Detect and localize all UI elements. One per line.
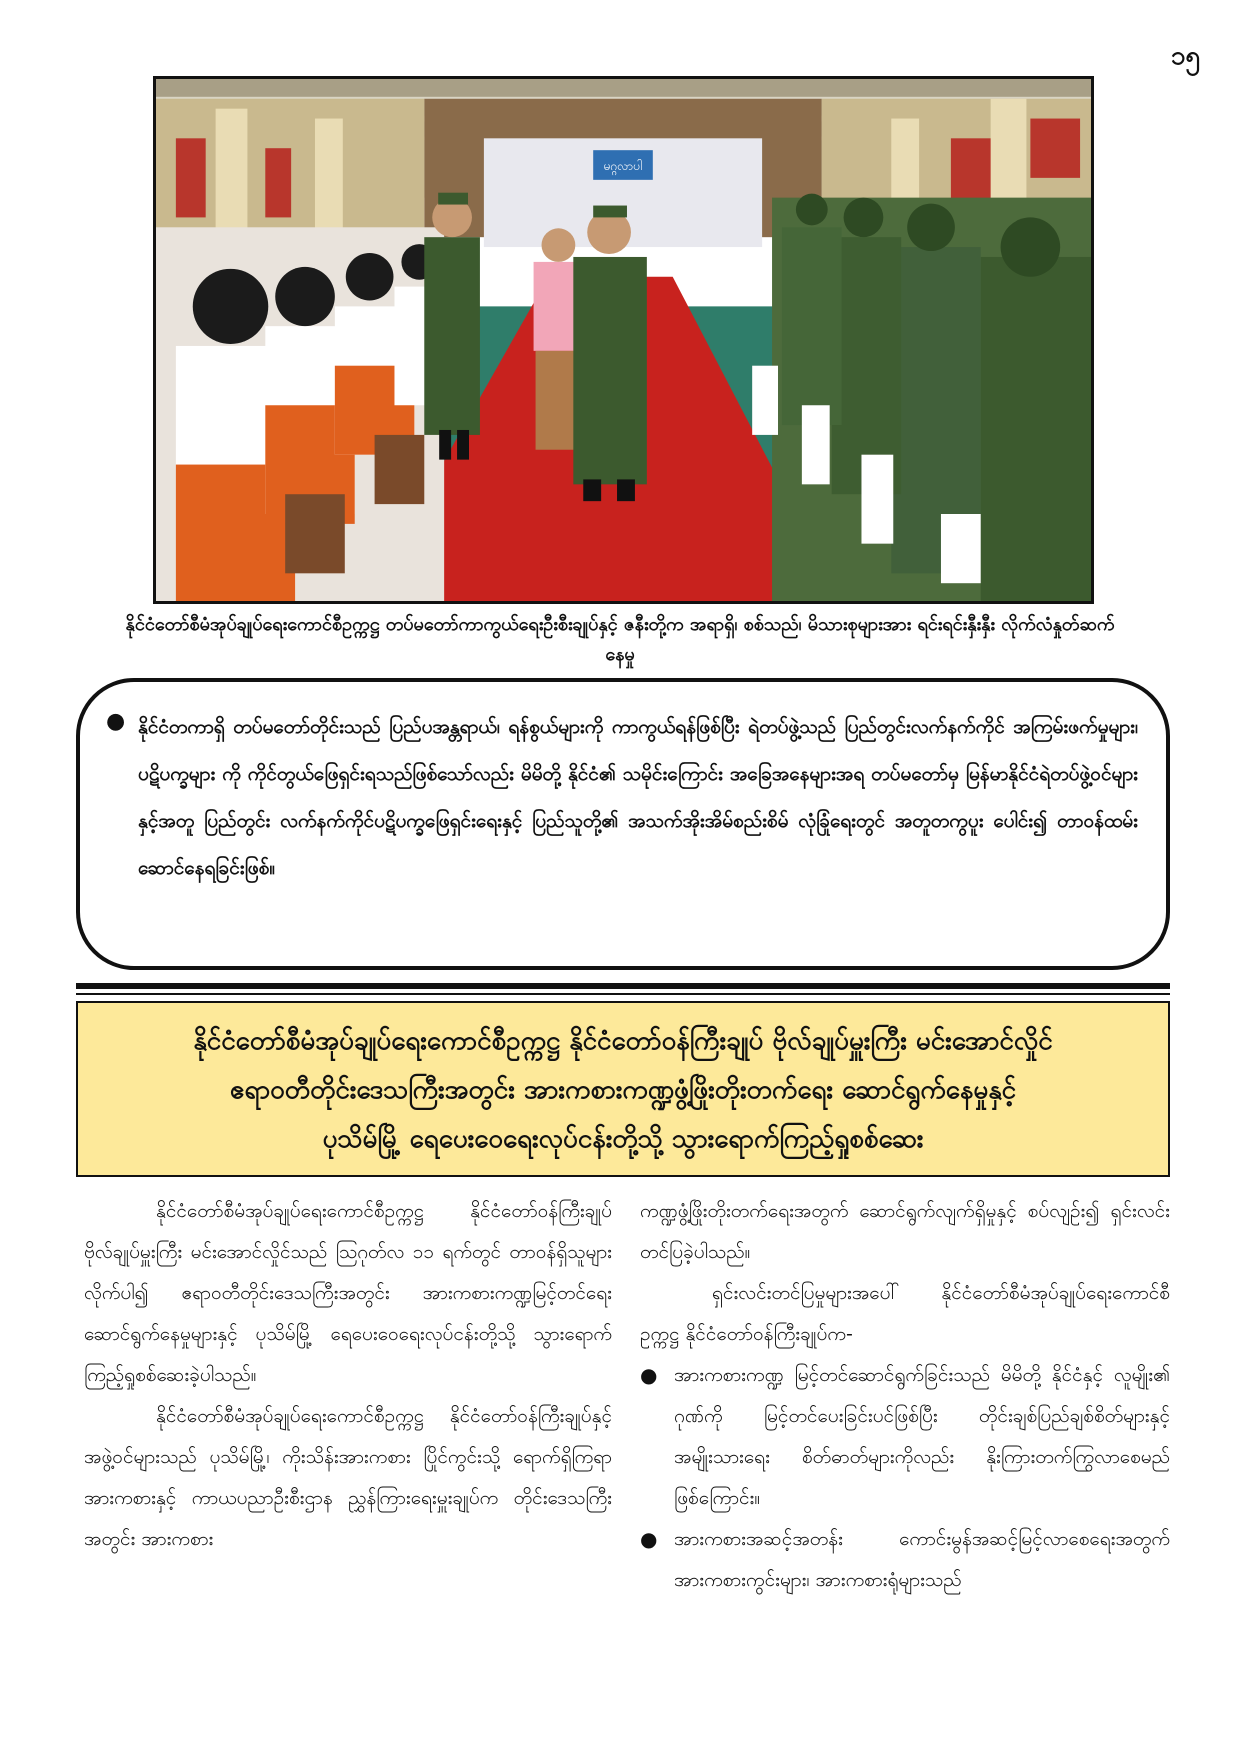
women-attendees [156,227,454,601]
right-paragraph-2: ရှင်းလင်းတင်ပြမှုများအပေါ် နိုင်ငံတော်စီမံအုပ်ချုပ်ရေးကောင်စီဥက္ကဋ္ဌ နိုင်ငံတော်ဝန်ကြီးချုပ်က- [640,1282,1170,1345]
note-text: နိုင်ငံတကာရှိ တပ်မတော်တိုင်းသည် ပြည်ပအန္တရာယ်၊ ရန်စွယ်များကို ကာကွယ်ရန်ဖြစ်ပြီး ရဲတပ်ဖွဲ့သည် ပြည်တွင်းလက်နက်ကိုင် အကြမ်းဖက်မှုများ၊ ပဋိပက္ခများ ကို ကိုင်တွယ်ဖြေရှင်းရသည်ဖြစ်သော်လည်း မိမိတို့ နိုင်ငံ၏ သမိုင်းကြောင်း အခြေအနေများအရ တပ်မတော်မှ မြန်မာနိုင်ငံရဲတပ်ဖွဲ့ဝင်များနှင့်အတူ ပြည်တွင်း လက်နက်ကိုင်ပဋိပက္ခဖြေရှင်းရေးနှင့် ပြည်သူတို့၏ အသက်အိုးအိမ်စည်းစိမ် လုံခြုံရေးတွင် အတူတကွပူး ပေါင်း၍ တာဝန်ထမ်းဆောင်နေရခြင်းဖြစ်။ [138,716,1138,879]
left-column [84,1191,612,1560]
event-photo [153,76,1094,604]
right-bullet-1-text: အားကစားကဏ္ဍ မြင့်တင်ဆောင်ရွက်ခြင်းသည် မိမိတို့ နိုင်ငံနှင့် လူမျိုး၏ ဂုဏ်ကို မြင့်တင်ပေးခြင်းပင်ဖြစ်ပြီး တိုင်းချစ်ပြည်ချစ်စိတ်များနှင့် အမျိုးသားရေး စိတ်ဓာတ်များကိုလည်း နိုးကြားတက်ကြွလာစေမည်ဖြစ်ကြောင်း။ [674,1364,1170,1509]
left-paragraph-2: နိုင်ငံတော်စီမံအုပ်ချုပ်ရေးကောင်စီဥက္ကဋ္ဌ နိုင်ငံတော်ဝန်ကြီးချုပ်နှင့် အဖွဲ့ဝင်များသည် ပုသိမ်မြို့၊ ကိုးသိန်းအားကစား ပြိုင်ကွင်းသို့ ရောက်ရှိကြရာ အားကစားနှင့် ကာယပညာဦးစီးဌာန ညွှန်ကြားရေးမှူးချုပ်က တိုင်းဒေသကြီးအတွင်း အားကစား [84,1405,612,1550]
divider [76,993,1170,995]
headline [108,1017,1138,1164]
headline-line-3: ပုသိမ်မြို့ ရေပေးဝေရေးလုပ်ငန်းတို့သို့ သွားရောက်ကြည့်ရှုစစ်ဆေး [322,1124,924,1154]
left-paragraph-1: နိုင်ငံတော်စီမံအုပ်ချုပ်ရေးကောင်စီဥက္ကဋ္ဌ နိုင်ငံတော်ဝန်ကြီးချုပ် ဗိုလ်ချုပ်မှူးကြီး မင်းအောင်လှိုင်သည် ဩဂုတ်လ ၁၁ ရက်တွင် တာဝန်ရှိသူများ လိုက်ပါ၍ ဧရာဝတီတိုင်းဒေသကြီးအတွင်း အားကစားကဏ္ဍမြင့်တင်ရေး ဆောင်ရွက်နေမှုများနှင့် ပုသိမ်မြို့ ရေပေးဝေရေးလုပ်ငန်းတို့သို့ သွားရောက်ကြည့်ရှုစစ်ဆေးခဲ့ပါသည်။ [84,1200,612,1386]
event-photo-illustration [156,79,1091,601]
headline-box [76,1001,1170,1177]
note-box [76,678,1170,970]
bullet-icon: ● [640,1527,658,1551]
headline-line-2: ဧရာဝတီတိုင်းဒေသကြီးအတွင်း အားကစားကဏ္ဍဖွံ့ဖြိုးတိုးတက်ရေး ဆောင်ရွက်နေမှုနှင့် [229,1075,1017,1105]
stage-sign: မဂ္ဂလာပါ [603,158,643,173]
right-column [640,1191,1170,1601]
right-bullet-2-text: အားကစားအဆင့်အတန်း ကောင်းမွန်အဆင့်မြင့်လာစေရေးအတွက် အားကစားကွင်းများ၊ အားကစားရုံများသည် [674,1528,1170,1591]
page-number: ၁၅ [1170,41,1200,71]
bullet-icon: ● [640,1363,658,1387]
bullet-icon: ● [106,709,126,734]
right-bullet-1 [640,1355,1170,1519]
right-paragraph-1: ကဏ္ဍဖွံ့ဖြိုးတိုးတက်ရေးအတွက် ဆောင်ရွက်လျက်ရှိမှုနှင့် စပ်လျဉ်း၍ ရှင်းလင်းတင်ပြခဲ့ပါသည်။ [640,1200,1170,1263]
right-bullet-2 [640,1519,1170,1601]
photo-caption: နိုင်ငံတော်စီမံအုပ်ချုပ်ရေးကောင်စီဥက္ကဋ္ဌ တပ်မတော်ကာကွယ်ရေးဦးစီးချုပ်နှင့် ဇနီးတို့က အရာရှိ၊ စစ်သည်၊ မိသားစုများအား ရင်းရင်းနှီးနှီး လိုက်လံနှုတ်ဆက်နေမှု [125,614,1115,665]
headline-line-1: နိုင်ငံတော်စီမံအုပ်ချုပ်ရေးကောင်စီဥက္ကဋ္ဌ နိုင်ငံတော်ဝန်ကြီးချုပ် ဗိုလ်ချုပ်မှူးကြီး မင်းအောင်လှိုင် [193,1026,1053,1056]
divider [76,983,1170,989]
soldier-attendees [752,194,1091,601]
